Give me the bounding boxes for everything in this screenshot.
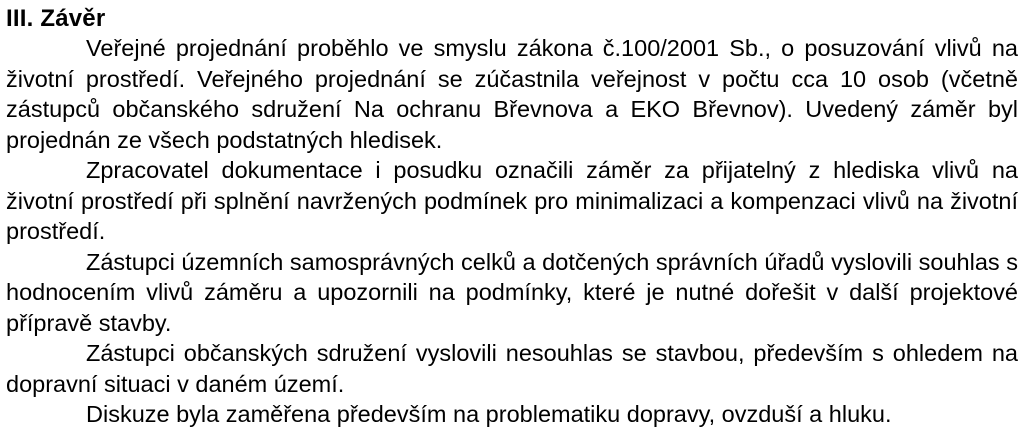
paragraph-assessment: Zpracovatel dokumentace i posudku označili záměr za přijatelný z hlediska vlivů na životní prostředí při splnění navržených podmínek pro minimalizaci a kompenzaci vlivů na životní prostředí. <box>6 157 1018 244</box>
paragraph-public-hearing: Veřejné projednání proběhlo ve smyslu zákona č.100/2001 Sb., o posuzování vlivů na životní prostředí. Veřejného projednání se zúčastnila veřejnost v počtu cca 10 osob (včetně zástupců občanského sdružení Na ochranu Břevnova a EKO Břevnov). Uvedený záměr byl projednán ze všech podstatných hledisek. <box>6 35 1018 153</box>
section-heading: III. Závěr <box>6 5 106 32</box>
paragraph-civic-associations: Zástupci občanských sdružení vyslovili nesouhlas se stavbou, především s ohledem na dopravní situaci v daném území. <box>6 340 1018 397</box>
paragraph-discussion: Diskuze byla zaměřena především na problematiku dopravy, ovzduší a hluku. <box>86 401 892 427</box>
document-page <box>6 0 1018 430</box>
paragraph-authorities: Zástupci územních samosprávných celků a dotčených správních úřadů vyslovili souhlas s hodnocením vlivů záměru a upozornili na podmínky, které je nutné dořešit v další projektové přípravě stavby. <box>6 248 1018 336</box>
